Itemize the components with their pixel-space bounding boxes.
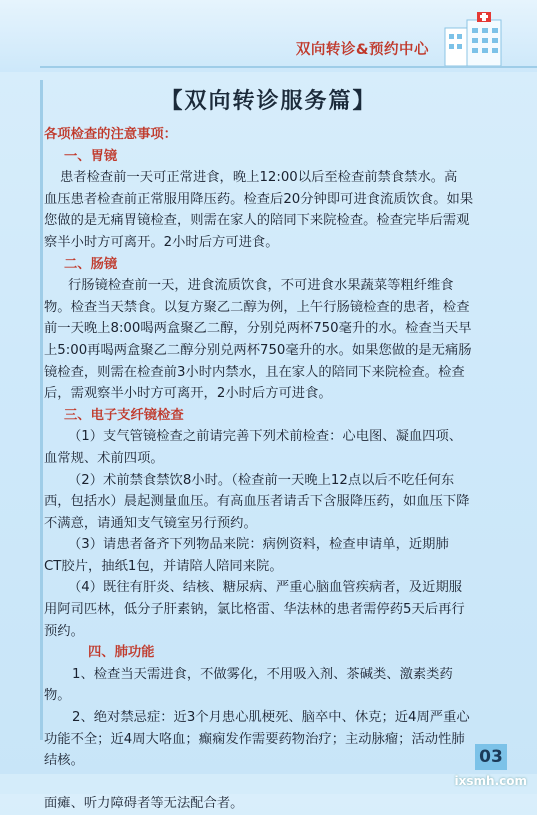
section-body-gastroscopy <box>44 167 504 253</box>
section-title-lung-function: 四、肺功能 <box>88 645 155 661</box>
text-line: （4）既往有肝炎、结核、糖尿病、严重心脑血管疾病者，及近期服 <box>68 580 463 596</box>
text-line: 不满意，请通知支气镜室另行预约。 <box>44 515 257 531</box>
notes-heading: 各项检查的注意事项： <box>44 127 177 142</box>
text-line: 2、绝对禁忌症：近3个月患心肌梗死、脑卒中、休克；近4周严重心 <box>72 710 470 726</box>
text-line: 血常规、术前四项。 <box>44 450 164 466</box>
text-line: （1）支气管镜检查之前请完善下列术前检查：心电图、凝血四项、 <box>68 429 463 445</box>
header-divider <box>40 66 537 68</box>
header-title: 双向转诊&预约中心 <box>295 42 429 58</box>
text-line: 功能不全；近4周大咯血；癫痫发作需要药物治疗；主动脉瘤；活动性肺 <box>44 731 465 747</box>
text-line: （3）请患者备齐下列物品来院：病例资料，检查申请单，近期肺 <box>68 537 449 553</box>
watermark: ixsmh.com <box>454 774 527 788</box>
section-body-bronchoscopy <box>44 426 504 642</box>
hospital-building-icon <box>437 10 507 70</box>
text-line: 上5:00再喝两盒聚乙二醇分别兑两杯750毫升的水。如果您做的是无痛肠 <box>44 342 472 358</box>
text-line: 1、检查当天需进食，不做雾化，不用吸入剂、茶碱类、激素类药 <box>72 666 453 682</box>
text-line: 预约。 <box>44 623 84 639</box>
text-line: 行肠镜检查前一天，进食流质饮食，不可进食水果蔬菜等粗纤维食 <box>68 278 454 294</box>
text-line: 后，需观察半小时方可离开，2小时后方可进食。 <box>44 386 332 402</box>
page-number: 03 <box>475 744 507 770</box>
text-line: 前一天晚上8:00喝两盒聚乙二醇，分别兑两杯750毫升的水。检查当天早 <box>44 321 472 337</box>
side-divider <box>40 80 43 740</box>
text-line: 血压患者检查前正常服用降压药。检查后20分钟即可进食流质饮食。如果 <box>44 191 474 207</box>
text-line: 物。 <box>44 688 71 704</box>
page-title: 【双向转诊服务篇】 <box>160 89 377 114</box>
text-line: 用阿司匹林，低分子肝素钠，氯比格雷、华法林的患者需停药5天后再行 <box>44 602 465 618</box>
text-line: （2）术前禁食禁饮8小时。（检查前一天晚上12点以后不吃任何东 <box>68 472 455 488</box>
section-title-colonoscopy: 二、肠镜 <box>64 256 118 272</box>
text-line: 患者检查前一天可正常进食，晚上12:00以后至检查前禁食禁水。高 <box>60 170 458 186</box>
section-title-gastroscopy: 一、胃镜 <box>64 148 118 164</box>
text-line: 结核。 <box>44 753 84 769</box>
section-title-bronchoscopy: 三、电子支纤镜检查 <box>64 407 184 423</box>
text-line: 察半小时方可离开。2小时后方可进食。 <box>44 234 279 250</box>
text-line: CT胶片，抽纸1包，并请陪人陪同来院。 <box>44 558 283 574</box>
content-body <box>44 124 504 815</box>
text-line: 您做的是无痛胃镜检查，则需在家人的陪同下来院检查。检查完毕后需观 <box>44 213 470 229</box>
text-line: 西，包括水）晨起测量血压。有高血压者请舌下含服降压药，如血压下降 <box>44 494 470 510</box>
text-line: 物。检查当天禁食。以复方聚乙二醇为例，上午行肠镜检查的患者，检查 <box>44 299 470 315</box>
text-line: 镜检查，则需在检查前3小时内禁水，且在家人的陪同下来院检查。检查 <box>44 364 465 380</box>
text-line: 面瘫、听力障碍者等无法配合者。 <box>44 796 244 812</box>
section-body-colonoscopy <box>44 275 504 405</box>
